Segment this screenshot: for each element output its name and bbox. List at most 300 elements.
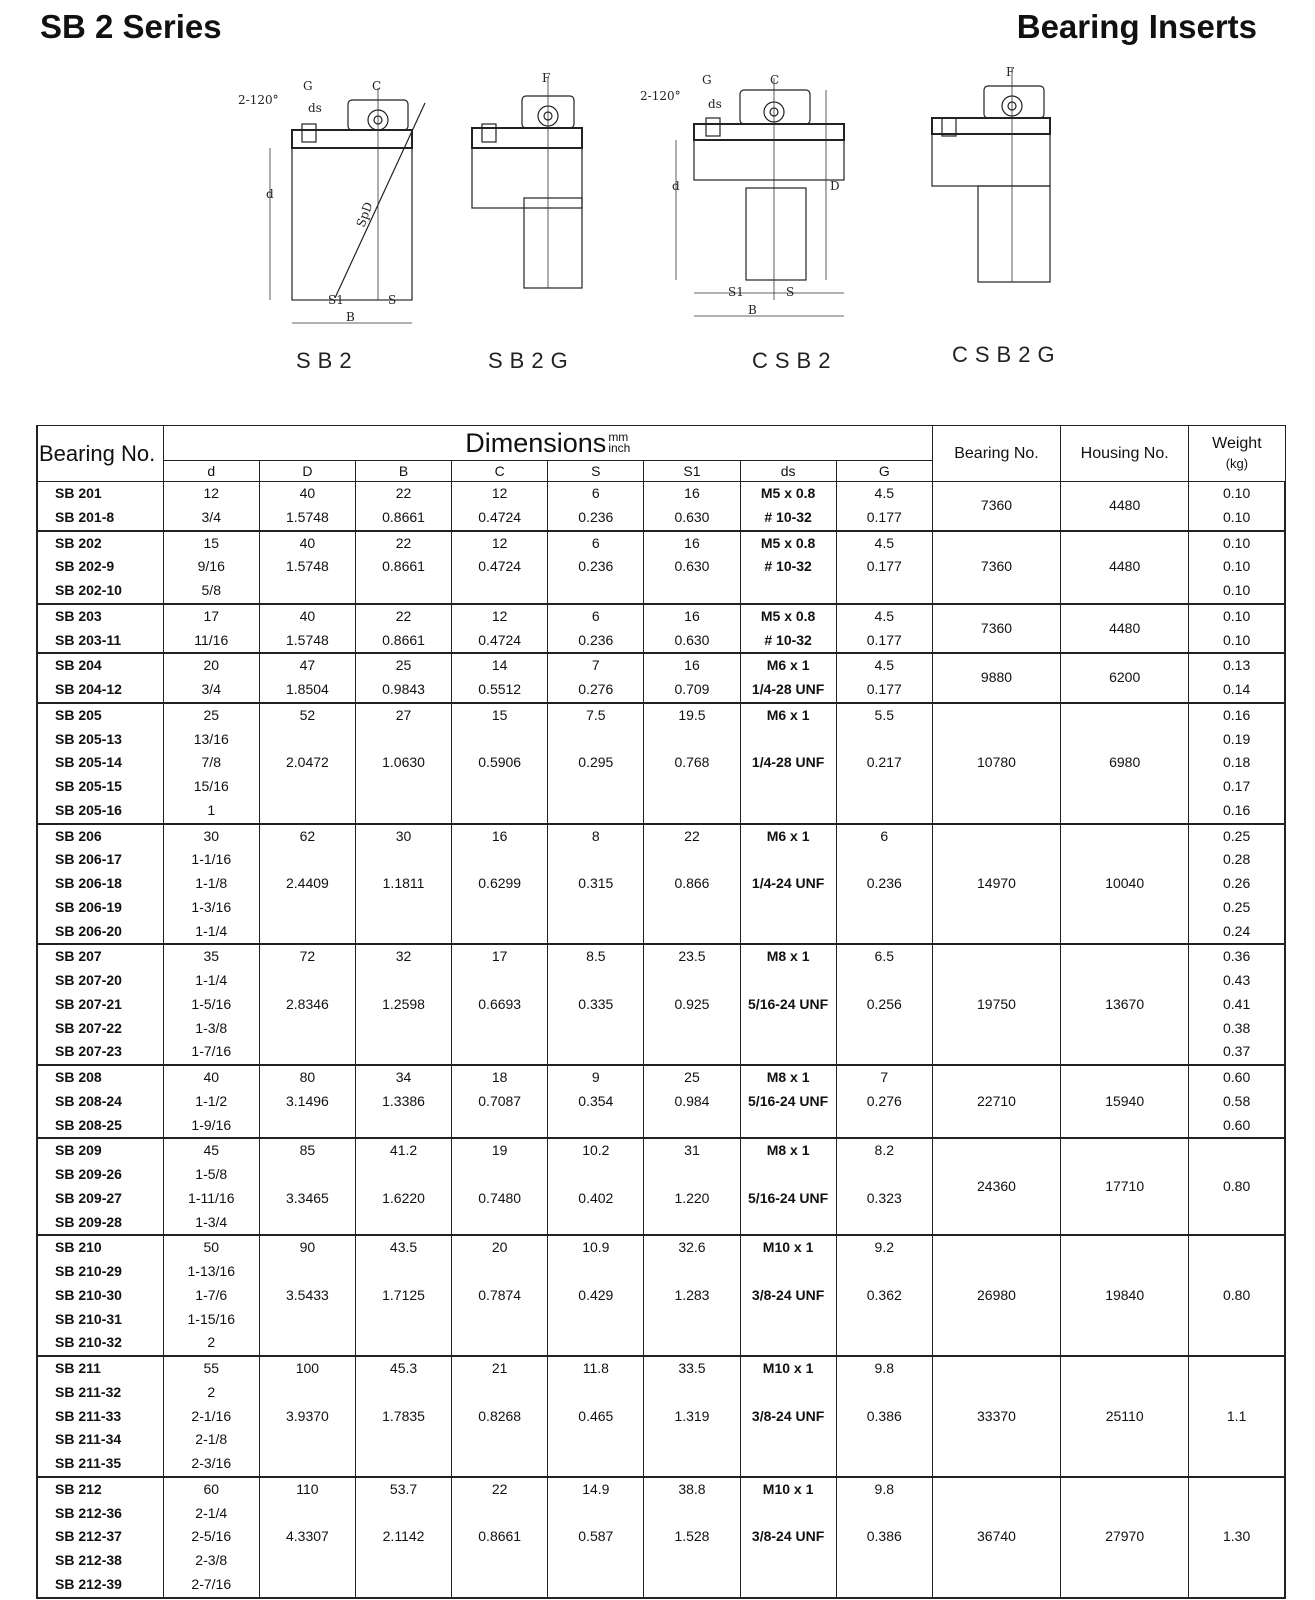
dimension-cell (836, 1549, 932, 1573)
dimension-cell (836, 1163, 932, 1187)
angle-callout: 2-120° (238, 93, 279, 107)
dimension-cell: 0.177 (836, 506, 932, 531)
dimension-cell (644, 799, 740, 824)
weight-cell: 0.10 (1189, 604, 1285, 629)
weight-cell: 0.10 (1189, 629, 1285, 654)
dimension-cell: 47 (259, 653, 355, 678)
dimension-cell: 40 (259, 482, 355, 506)
dimension-cell: 0.177 (836, 555, 932, 579)
bearing-ref-cell: 24360 (932, 1138, 1060, 1235)
dimension-cell: 2.0472 (259, 751, 355, 775)
dimension-cell: 1.1811 (355, 872, 451, 896)
column-header-s: S (548, 461, 644, 482)
bearing-number-cell: SB 205-13 (37, 728, 163, 752)
weight-cell: 0.10 (1189, 531, 1285, 556)
weight-cell: 0.25 (1189, 824, 1285, 849)
dimension-cell: 0.315 (548, 872, 644, 896)
weight-cell: 0.80 (1189, 1235, 1285, 1356)
bearing-number-cell: SB 212-37 (37, 1525, 163, 1549)
dimension-cell (355, 1163, 451, 1187)
dimension-cell: 1-15/16 (163, 1308, 259, 1332)
dimension-cell (452, 969, 548, 993)
bearing-ref-cell: 22710 (932, 1065, 1060, 1138)
dimension-cell (259, 1211, 355, 1236)
column-header-s1: S1 (644, 461, 740, 482)
dimension-cell: 0.217 (836, 751, 932, 775)
dimension-cell: 85 (259, 1138, 355, 1163)
dimension-cell: 6.5 (836, 944, 932, 969)
dimension-cell (355, 799, 451, 824)
bearing-number-cell: SB 206-17 (37, 848, 163, 872)
thread-cell (740, 1040, 836, 1065)
thread-cell: 1/4-28 UNF (740, 678, 836, 703)
housing-number-cell: 4480 (1061, 482, 1189, 531)
dimension-cell: 1-9/16 (163, 1114, 259, 1139)
angle-callout: 2-120° (640, 89, 681, 103)
dimension-cell: 4.5 (836, 604, 932, 629)
dimension-cell (836, 1331, 932, 1356)
dimension-cell (836, 728, 932, 752)
g-callout: G (303, 79, 313, 93)
weight-cell: 0.38 (1189, 1017, 1285, 1041)
dimension-cell (259, 1040, 355, 1065)
table-row (37, 531, 1285, 556)
dimension-cell (452, 1428, 548, 1452)
dimension-cell (548, 1260, 644, 1284)
dimension-cell: 1-7/6 (163, 1284, 259, 1308)
dimension-cell (355, 920, 451, 945)
dimension-cell: 0.276 (836, 1090, 932, 1114)
dimension-cell (452, 848, 548, 872)
thread-cell (740, 579, 836, 604)
dimension-cell: 32.6 (644, 1235, 740, 1260)
dimension-cell: 0.6299 (452, 872, 548, 896)
thread-cell: M5 x 0.8 (740, 604, 836, 629)
bearing-number-cell: SB 207 (37, 944, 163, 969)
dimension-cell (452, 1331, 548, 1356)
dimension-cell (259, 579, 355, 604)
table-row (37, 604, 1285, 629)
dimension-cell: 1-1/16 (163, 848, 259, 872)
dimension-cell (836, 1260, 932, 1284)
housing-number-cell: 27970 (1061, 1477, 1189, 1598)
weight-cell: 0.13 (1189, 653, 1285, 678)
weight-cell: 0.28 (1189, 848, 1285, 872)
dimension-cell (836, 1017, 932, 1041)
bearing-number-cell: SB 210 (37, 1235, 163, 1260)
dimension-cell (644, 728, 740, 752)
dimension-cell: 7 (836, 1065, 932, 1090)
dimension-cell: 10.9 (548, 1235, 644, 1260)
dimension-cell: 50 (163, 1235, 259, 1260)
thread-cell: M10 x 1 (740, 1235, 836, 1260)
bearing-number-cell: SB 205-15 (37, 775, 163, 799)
dimension-cell (548, 1381, 644, 1405)
dimension-cell (644, 920, 740, 945)
dimension-cell: 1-3/4 (163, 1211, 259, 1236)
dimension-cell: 17 (163, 604, 259, 629)
dimension-cell (548, 1040, 644, 1065)
sb2g-drawing (462, 68, 592, 303)
thread-cell (740, 848, 836, 872)
dimension-cell (452, 728, 548, 752)
dimension-cell: 9/16 (163, 555, 259, 579)
category-title: Bearing Inserts (1016, 8, 1257, 45)
dimension-cell: 16 (644, 653, 740, 678)
dimension-cell: 16 (452, 824, 548, 849)
dimension-cell (548, 579, 644, 604)
dimension-cell (355, 1573, 451, 1598)
column-header-ds: ds (740, 461, 836, 482)
sb2g-label: SB2G (488, 348, 575, 373)
dimension-cell: 2-3/16 (163, 1452, 259, 1477)
dimension-cell: 0.177 (836, 678, 932, 703)
dimension-cell: 31 (644, 1138, 740, 1163)
dimension-cell: 0.7480 (452, 1187, 548, 1211)
thread-cell (740, 1017, 836, 1041)
dimension-cell: 22 (355, 482, 451, 506)
dimension-cell (836, 1502, 932, 1526)
dimension-cell (452, 1573, 548, 1598)
dimension-cell: 6 (548, 482, 644, 506)
dimension-cell (836, 775, 932, 799)
dimension-cell: 12 (452, 604, 548, 629)
dimension-cell (644, 1211, 740, 1236)
dimension-cell (836, 920, 932, 945)
f-callout: F (542, 71, 551, 85)
housing-number-cell: 10040 (1061, 824, 1189, 945)
dimension-cell (548, 1573, 644, 1598)
dimension-cell (259, 896, 355, 920)
dimension-cell: 1-3/8 (163, 1017, 259, 1041)
dimension-cell: 0.768 (644, 751, 740, 775)
sb2-label: SB2 (296, 348, 359, 373)
dimension-cell (355, 1428, 451, 1452)
dimension-cell: 53.7 (355, 1477, 451, 1502)
bearing-ref-cell: 7360 (932, 531, 1060, 604)
bearing-ref-cell: 7360 (932, 604, 1060, 654)
dimension-cell (259, 1331, 355, 1356)
bearing-ref-cell: 26980 (932, 1235, 1060, 1356)
weight-cell: 0.25 (1189, 896, 1285, 920)
thread-cell: M5 x 0.8 (740, 482, 836, 506)
dimension-cell: 16 (644, 482, 740, 506)
d-callout: d (672, 179, 680, 193)
dimension-cell (259, 1549, 355, 1573)
thread-cell: # 10-32 (740, 506, 836, 531)
dimension-cell: 3.3465 (259, 1187, 355, 1211)
dimension-cell (452, 1211, 548, 1236)
bearing-number-cell: SB 204-12 (37, 678, 163, 703)
housing-number-cell: 25110 (1061, 1356, 1189, 1477)
dimension-cell (548, 1114, 644, 1139)
dimension-cell: 30 (163, 824, 259, 849)
dimension-cell: 72 (259, 944, 355, 969)
s-callout: S (786, 285, 795, 299)
dimension-cell: 0.354 (548, 1090, 644, 1114)
table-row (37, 1477, 1285, 1502)
dimension-cell: 38.8 (644, 1477, 740, 1502)
thread-cell: M6 x 1 (740, 703, 836, 728)
dimension-cell (355, 1260, 451, 1284)
dimension-cell: 1.5748 (259, 506, 355, 531)
dimension-cell: 1-1/2 (163, 1090, 259, 1114)
dimension-cell (259, 1163, 355, 1187)
dimension-cell: 22 (644, 824, 740, 849)
weight-cell: 0.58 (1189, 1090, 1285, 1114)
dimension-cell (548, 920, 644, 945)
dimension-cell (452, 1308, 548, 1332)
dimension-cell: 14.9 (548, 1477, 644, 1502)
dimension-cell: 5.5 (836, 703, 932, 728)
weight-cell: 0.17 (1189, 775, 1285, 799)
dimension-cell (259, 1381, 355, 1405)
column-header-c: C (452, 461, 548, 482)
thread-cell (740, 1163, 836, 1187)
dimension-cell: 33.5 (644, 1356, 740, 1381)
dimension-cell: 8.2 (836, 1138, 932, 1163)
dimension-cell: 2-1/4 (163, 1502, 259, 1526)
b-callout: B (346, 310, 355, 324)
dimension-cell: 0.295 (548, 751, 644, 775)
dimension-cell (355, 848, 451, 872)
thread-cell: 3/8-24 UNF (740, 1405, 836, 1429)
dimension-cell (836, 1211, 932, 1236)
dimension-cell: 1-1/4 (163, 920, 259, 945)
dimension-cell (259, 1260, 355, 1284)
dimension-cell: 19 (452, 1138, 548, 1163)
dimension-cell (259, 728, 355, 752)
dimension-cell: 2-1/8 (163, 1428, 259, 1452)
bearing-number-cell: SB 210-32 (37, 1331, 163, 1356)
dimension-cell: 10.2 (548, 1138, 644, 1163)
unit-inch: inch (608, 441, 631, 455)
housing-number-cell: 4480 (1061, 531, 1189, 604)
sb2-drawing (230, 68, 450, 333)
dimension-cell (548, 1308, 644, 1332)
weight-cell: 0.10 (1189, 555, 1285, 579)
dimension-cell: 25 (644, 1065, 740, 1090)
dimension-cell: 35 (163, 944, 259, 969)
csb2g-label: CSB2G (952, 342, 1062, 367)
bearing-ref-cell: 19750 (932, 944, 1060, 1065)
bearing-number-cell: SB 206-19 (37, 896, 163, 920)
dimension-cell: 6 (548, 531, 644, 556)
dimension-cell: 4.3307 (259, 1525, 355, 1549)
dimension-cell: 1-1/8 (163, 872, 259, 896)
dimension-cell (355, 1308, 451, 1332)
bearing-number-cell: SB 206-18 (37, 872, 163, 896)
dimension-cell: 0.429 (548, 1284, 644, 1308)
dimension-cell: 0.362 (836, 1284, 932, 1308)
thread-cell (740, 1502, 836, 1526)
bearing-number-cell: SB 204 (37, 653, 163, 678)
dimension-cell: 40 (163, 1065, 259, 1090)
weight-cell: 0.18 (1189, 751, 1285, 775)
dimension-cell: 0.709 (644, 678, 740, 703)
dimension-cell: 4.5 (836, 653, 932, 678)
weight-cell: 1.1 (1189, 1356, 1285, 1477)
dimension-cell (259, 1428, 355, 1452)
thread-cell (740, 799, 836, 824)
bearing-number-cell: SB 209 (37, 1138, 163, 1163)
dimension-cell: 21 (452, 1356, 548, 1381)
series-title: SB 2 Series (40, 8, 222, 45)
bearing-number-cell: SB 201 (37, 482, 163, 506)
table-row (37, 703, 1285, 728)
dimension-cell (836, 1114, 932, 1139)
weight-cell: 0.43 (1189, 969, 1285, 993)
dimension-cell: 25 (355, 653, 451, 678)
dimension-cell: 0.866 (644, 872, 740, 896)
d-callout: d (266, 187, 274, 201)
thread-cell: 5/16-24 UNF (740, 1187, 836, 1211)
dimension-cell (836, 799, 932, 824)
dimension-cell: 25 (163, 703, 259, 728)
weight-cell: 0.80 (1189, 1138, 1285, 1235)
column-header-g: G (836, 461, 932, 482)
dimension-cell: 0.6693 (452, 993, 548, 1017)
thread-cell: 1/4-28 UNF (740, 751, 836, 775)
dimension-cell: 7 (548, 653, 644, 678)
weight-cell: 0.16 (1189, 799, 1285, 824)
table-row (37, 1138, 1285, 1163)
dimension-cell (452, 1381, 548, 1405)
weight-cell: 0.36 (1189, 944, 1285, 969)
dimension-cell: 0.630 (644, 629, 740, 654)
s1-callout: S1 (728, 285, 744, 299)
dimension-cell (836, 1308, 932, 1332)
dimension-cell: 1.3386 (355, 1090, 451, 1114)
dimension-cell: 0.276 (548, 678, 644, 703)
dimension-cell: 0.7087 (452, 1090, 548, 1114)
dimension-cell: 52 (259, 703, 355, 728)
dimension-cell (452, 1017, 548, 1041)
dimension-cell: 1.283 (644, 1284, 740, 1308)
thread-cell (740, 1452, 836, 1477)
dimension-cell (259, 775, 355, 799)
dimension-cell (644, 1308, 740, 1332)
bearing-ref-cell: 36740 (932, 1477, 1060, 1598)
bearing-number-cell: SB 211-32 (37, 1381, 163, 1405)
dimension-cell (355, 1017, 451, 1041)
dimension-cell (644, 579, 740, 604)
thread-cell: M8 x 1 (740, 1065, 836, 1090)
spd-callout: SpD (353, 200, 376, 230)
dimension-cell: 3.5433 (259, 1284, 355, 1308)
dimension-cell (836, 579, 932, 604)
bearing-number-cell: SB 206 (37, 824, 163, 849)
dimension-cell: 1 (163, 799, 259, 824)
dimension-cell: 2.4409 (259, 872, 355, 896)
dimension-cell: 12 (452, 482, 548, 506)
bearing-number-cell: SB 203 (37, 604, 163, 629)
dimension-cell (548, 1331, 644, 1356)
dimension-cell (644, 1017, 740, 1041)
column-header-d: D (259, 461, 355, 482)
dimension-cell (548, 1452, 644, 1477)
dimension-cell (355, 728, 451, 752)
dimension-cell: 1.5748 (259, 555, 355, 579)
dimension-cell: 0.630 (644, 555, 740, 579)
dimension-cell: 0.236 (548, 555, 644, 579)
dimension-cell (548, 799, 644, 824)
bearing-number-cell: SB 208-24 (37, 1090, 163, 1114)
dimension-cell: 18 (452, 1065, 548, 1090)
dimension-cell (259, 1308, 355, 1332)
bearing-number-cell: SB 210-31 (37, 1308, 163, 1332)
dimension-cell (355, 1452, 451, 1477)
dimension-cell: 34 (355, 1065, 451, 1090)
thread-cell: M6 x 1 (740, 824, 836, 849)
dimension-cell (836, 848, 932, 872)
dimension-cell: 1.0630 (355, 751, 451, 775)
big-d-callout: D (830, 179, 840, 193)
bearing-number-cell: SB 207-21 (37, 993, 163, 1017)
dimension-cell: 110 (259, 1477, 355, 1502)
dimension-cell (836, 1428, 932, 1452)
bearing-number-cell: SB 210-30 (37, 1284, 163, 1308)
bearing-ref-cell: 9880 (932, 653, 1060, 703)
dimension-cell (452, 1163, 548, 1187)
dimension-cell (548, 1211, 644, 1236)
table-row (37, 824, 1285, 849)
thread-cell (740, 969, 836, 993)
dimensions-header: Dimensions $^{mm inch}$ (163, 426, 932, 461)
dimension-cell: 62 (259, 824, 355, 849)
dimension-cell (452, 920, 548, 945)
c-callout: C (770, 73, 780, 87)
thread-cell (740, 1260, 836, 1284)
dimension-cell (259, 1502, 355, 1526)
thread-cell: 5/16-24 UNF (740, 993, 836, 1017)
dimension-cell: 90 (259, 1235, 355, 1260)
housing-no-header: Housing No. (1061, 426, 1189, 482)
dimension-cell: 0.9843 (355, 678, 451, 703)
dimension-cell: 0.4724 (452, 629, 548, 654)
bearing-number-cell: SB 211-35 (37, 1452, 163, 1477)
weight-cell: 0.60 (1189, 1065, 1285, 1090)
dimension-cell: 16 (644, 531, 740, 556)
f-callout: F (1006, 65, 1015, 79)
thread-cell: M8 x 1 (740, 944, 836, 969)
dimension-cell (355, 1211, 451, 1236)
dimension-cell: 1-1/4 (163, 969, 259, 993)
dimension-cell (548, 969, 644, 993)
bearing-number-cell: SB 212-39 (37, 1573, 163, 1598)
weight-cell: 0.16 (1189, 703, 1285, 728)
s1-callout: S1 (328, 293, 344, 307)
dimension-cell (644, 1040, 740, 1065)
dimension-cell (452, 1549, 548, 1573)
dimension-cell: 1.2598 (355, 993, 451, 1017)
weight-cell: 0.41 (1189, 993, 1285, 1017)
weight-cell: 0.10 (1189, 579, 1285, 604)
bearing-number-cell: SB 209-26 (37, 1163, 163, 1187)
dimension-cell: 6 (836, 824, 932, 849)
bearing-ref-cell: 33370 (932, 1356, 1060, 1477)
column-header-b: B (355, 461, 451, 482)
bearing-number-cell: SB 210-29 (37, 1260, 163, 1284)
bearing-number-cell: SB 209-27 (37, 1187, 163, 1211)
dimension-cell: 30 (355, 824, 451, 849)
dimension-cell: 0.5512 (452, 678, 548, 703)
thread-cell (740, 1428, 836, 1452)
bearing-number-cell: SB 207-23 (37, 1040, 163, 1065)
dimension-cell (836, 1452, 932, 1477)
dimension-cell (355, 896, 451, 920)
dimension-cell: 9.2 (836, 1235, 932, 1260)
